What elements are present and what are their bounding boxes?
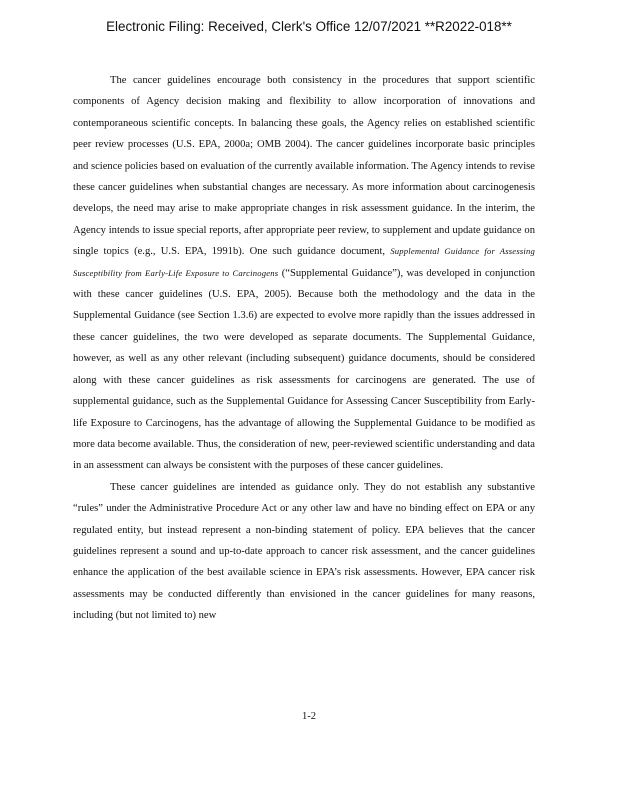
paragraph-2 [73,477,535,627]
paragraph-2-text: These cancer guidelines are intended as guidance only. They do not establish any substantive “rules” under the Administrative Procedure Act or any other law and have no binding effect on EPA or any regulated entity, but instead represent a non-binding statement of policy. EPA believes that the cancer guidelines represent a sound and up-to-date approach to cancer risk assessment, and the cancer guidelines enhance the application of the best available science in EPA’s risk assessments. However, EPA cancer risk assessments may be conducted differently than envisioned in the cancer guidelines for many reasons, including (but not limited to) new [73,481,535,622]
paragraph-1-text-start: The cancer guidelines encourage both consistency in the procedures that support scientific components of Agency decision making and flexibility to allow incorporation of innovations and contemporaneous scientific concepts. In balancing these goals, the Agency relies on established scientific peer review processes (U.S. EPA, 2000a; OMB 2004). The cancer guidelines incorporate basic principles and science policies based on evaluation of the currently available information. The Agency intends to revise these cancer guidelines when substantial changes are necessary. As more information about carcinogenesis develops, the need may arise to make appropriate changes in risk assessment guidance. In the interim, the Agency intends to issue special reports, after appropriate peer review, to supplement and update guidance on single topics (e.g., U.S. EPA, 1991b). One such guidance document, [73,75,535,258]
paragraph-1-text-end: (“Supplemental Guidance”), was developed in conjunction with these cancer guidelines (U.S. EPA, 2005). Because both the methodology and the data in the Supplemental Guidance (see Section 1.3.6) are expected to evolve more rapidly than the issues addressed in these cancer guidelines, the two were developed as separate documents. The Supplemental Guidance, however, as well as any other relevant (including subsequent) guidance documents, should be considered along with these cancer guidelines as risk assessments for carcinogens are generated. The use of supplemental guidance, such as the Supplemental Guidance for Assessing Cancer Susceptibility from Early-life Exposure to Carcinogens, has the advantage of allowing the Supplemental Guidance to be modified as more data become available. Thus, the consideration of new, peer-reviewed scientific understanding and data in an assessment can always be consistent with the purposes of these cancer guidelines. [73,267,535,472]
filing-header: Electronic Filing: Received, Clerk's Office 12/07/2021 **R2022-018** [106,19,512,34]
page-number: 1-2 [301,711,317,722]
paragraph-1 [73,70,535,477]
document-body [73,70,535,627]
paragraph-1-italic-title: Supplemental Guidance for Assessing Susceptibility from Early-Life Exposure to Carcinogens [73,246,535,278]
